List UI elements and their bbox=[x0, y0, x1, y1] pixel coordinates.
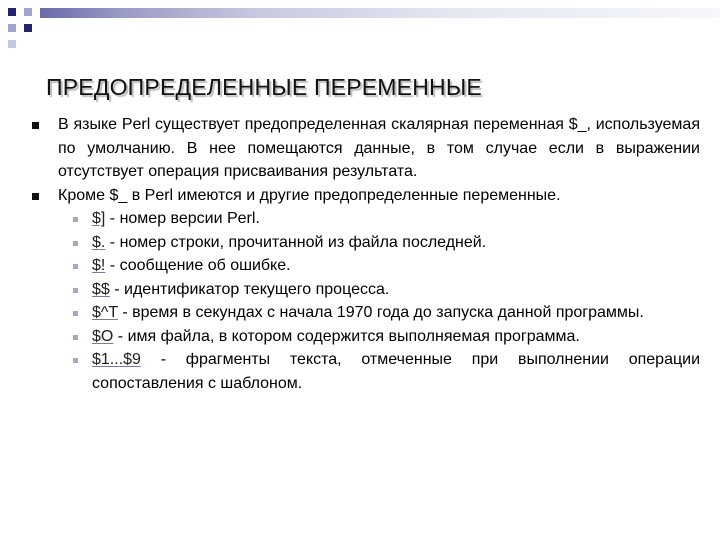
sub-bullet-item bbox=[30, 325, 700, 349]
square-bullet-icon bbox=[32, 122, 39, 129]
square-bullet-icon bbox=[32, 193, 39, 200]
sub-bullet-item bbox=[30, 301, 700, 325]
bullet-item bbox=[30, 113, 700, 184]
corner-square bbox=[8, 40, 16, 48]
small-square-bullet-icon bbox=[73, 217, 78, 222]
corner-square bbox=[24, 8, 32, 16]
variable-description: - имя файла, в котором содержится выполняемая программа. bbox=[113, 327, 580, 345]
small-square-bullet-icon bbox=[73, 358, 78, 363]
variable-name: $^T bbox=[92, 304, 118, 321]
bullet-item bbox=[30, 184, 700, 208]
small-square-bullet-icon bbox=[73, 264, 78, 269]
sub-bullet-item bbox=[30, 254, 700, 278]
variable-name: $. bbox=[92, 233, 106, 251]
sub-bullet-item bbox=[30, 278, 700, 302]
variable-description: - номер версии Perl. bbox=[105, 210, 260, 227]
variable-description: - время в секундах с начала 1970 года до запуска данной программы. bbox=[117, 304, 644, 321]
variable-name: $O bbox=[92, 327, 114, 345]
bullet-text: В языке Perl существует предопределенная скалярная переменная $_, используемая по умолчанию. В нее помещаются данные, в том случае если в выражении отсутствует операция присваивания результата. bbox=[58, 116, 700, 180]
variable-name: $1...$9 bbox=[92, 351, 141, 368]
small-square-bullet-icon bbox=[73, 335, 78, 340]
small-square-bullet-icon bbox=[73, 311, 78, 316]
small-square-bullet-icon bbox=[73, 241, 78, 246]
slide-content bbox=[30, 113, 700, 395]
corner-square bbox=[8, 8, 16, 16]
variable-name: $] bbox=[92, 210, 106, 227]
slide-title: ПРЕДОПРЕДЕЛЕННЫЕ ПЕРЕМЕННЫЕ bbox=[46, 74, 482, 100]
sub-bullet-item bbox=[30, 348, 700, 395]
sub-bullet-item bbox=[30, 231, 700, 255]
variable-description: - номер строки, прочитанной из файла последней. bbox=[105, 233, 487, 251]
corner-square bbox=[8, 24, 16, 32]
bullet-text: Кроме $_ в Perl имеются и другие предопределенные переменные. bbox=[58, 186, 561, 204]
top-gradient-bar bbox=[40, 8, 720, 18]
small-square-bullet-icon bbox=[73, 288, 78, 293]
variable-name: $! bbox=[92, 257, 106, 274]
variable-description: - идентификатор текущего процесса. bbox=[109, 280, 390, 298]
variable-description: - сообщение об ошибке. bbox=[105, 257, 291, 274]
corner-square bbox=[24, 24, 32, 32]
variable-description: - фрагменты текста, отмеченные при выполнении операции сопоставления с шаблоном. bbox=[92, 351, 700, 392]
variable-name: $$ bbox=[92, 280, 110, 298]
sub-bullet-item bbox=[30, 207, 700, 231]
